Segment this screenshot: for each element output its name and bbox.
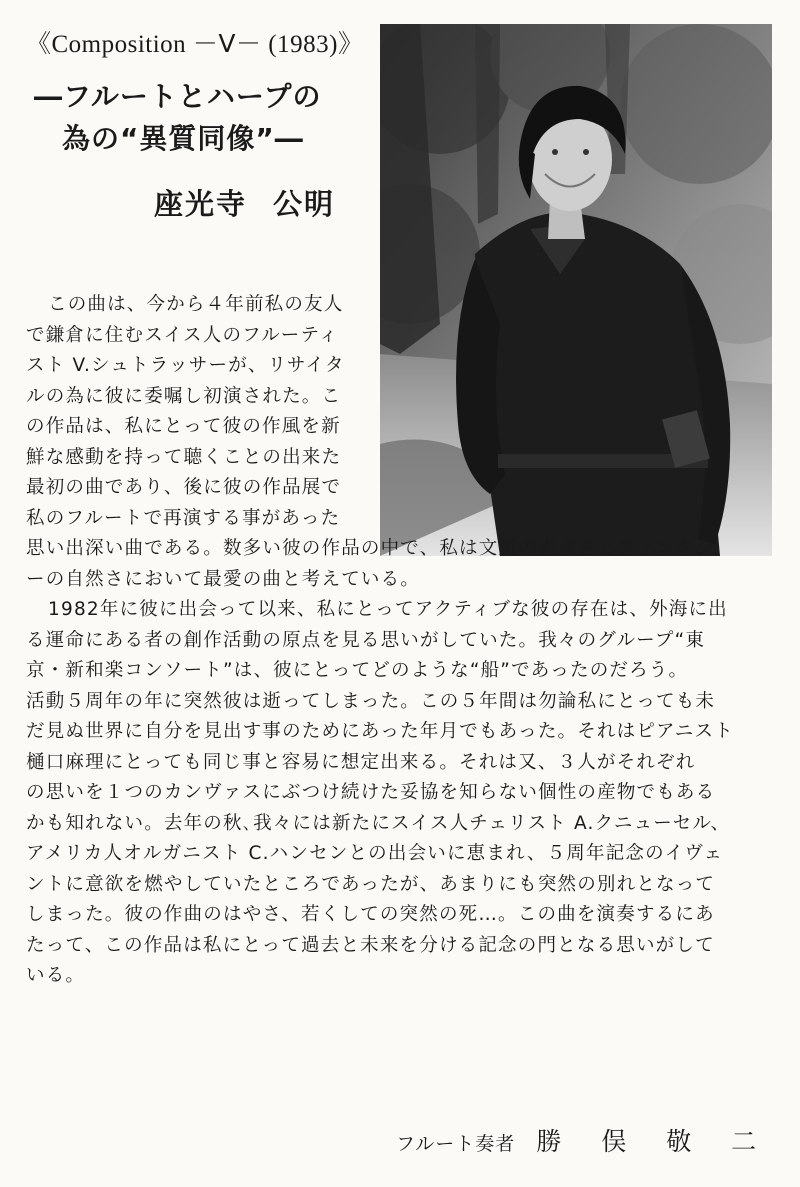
composer-family-name: 座光寺: [154, 187, 248, 221]
composition-label: 《Composition －Ⅴ－ (1983)》: [26, 31, 364, 58]
text-line: 私のフルートで再演する事があった: [26, 507, 341, 529]
text-line: で鎌倉に住むスイス人のフルーティ: [26, 324, 339, 346]
text-line: しまった。彼の作曲のはやさ、若くしての突然の死…。この曲を演奏するにあ: [26, 904, 715, 925]
heading-block: [26, 28, 376, 223]
text-line: の思いを１つのカンヴァスにぶつけ続けた妥協を知らない個性の産物でもある: [26, 782, 716, 803]
text-line: かも知れない。去年の秋､我々には新たにスイス人チェリスト A.クニューセル、: [26, 812, 731, 834]
text-line: この曲は、今から４年前私の友人: [48, 294, 344, 315]
text-line: ルの為に彼に委嘱し初演された。こ: [26, 385, 342, 407]
paragraph-2: [26, 595, 774, 992]
text-line: 思い出深い曲である。数多い彼の作品の中で、私は文脈の素直さとファンタジ: [26, 538, 715, 559]
text-line: だ見ぬ世界に自分を見出す事のためにあった年月でもあった。それはピアニスト: [26, 721, 734, 742]
text-line: 活動５周年の年に突然彼は逝ってしまった。この５年間は勿論私にとっても未: [26, 690, 716, 712]
text-line: の作品は、私にとって彼の作風を新: [26, 416, 341, 437]
composer-given-name: 公明: [273, 187, 336, 221]
piece-title-line-2: 為の“異質同像”―: [62, 122, 304, 155]
text-line: 1982年に彼に出会って以来、私にとってアクティブな彼の存在は、外海に出: [48, 599, 728, 620]
text-line: ントに意欲を燃やしていたところであったが、あまりにも突然の別れとなって: [26, 873, 716, 895]
text-line: たって、この作品は私にとって過去と未来を分ける記念の門となる思いがして: [26, 934, 715, 956]
text-line: 京・新和楽コンソート”は、彼にとってどのような“船”であったのだろう。: [26, 660, 689, 681]
performer-name: 勝 俣 敬 二: [536, 1127, 773, 1156]
text-line: 鮮な感動を持って聴くことの出来た: [26, 446, 342, 468]
essay-body: [26, 290, 774, 992]
performer-role: フルート奏者: [396, 1133, 516, 1155]
piece-title-line-1: ―フルートとハープの: [34, 80, 322, 113]
text-line: ーの自然さにおいて最愛の曲と考えている。: [26, 568, 421, 590]
text-line: 最初の曲であり、後に彼の作品展で: [26, 477, 342, 498]
text-line: る運命にある者の創作活動の原点を見る思いがしていた。我々のグループ“東: [26, 629, 706, 651]
composer-name: [154, 182, 376, 223]
signature: [396, 1122, 772, 1158]
text-line: いる。: [26, 965, 86, 986]
text-line: 樋口麻理にとっても同じ事と容易に想定出来る。それは又、３人がそれぞれ: [26, 751, 696, 773]
text-line: アメリカ人オルガニスト C.ハンセンとの出会いに恵まれ、５周年記念のイヴェ: [26, 843, 724, 864]
text-line: スト V.シュトラッサーが、リサイタ: [26, 355, 345, 376]
paragraph-1: [26, 290, 774, 595]
